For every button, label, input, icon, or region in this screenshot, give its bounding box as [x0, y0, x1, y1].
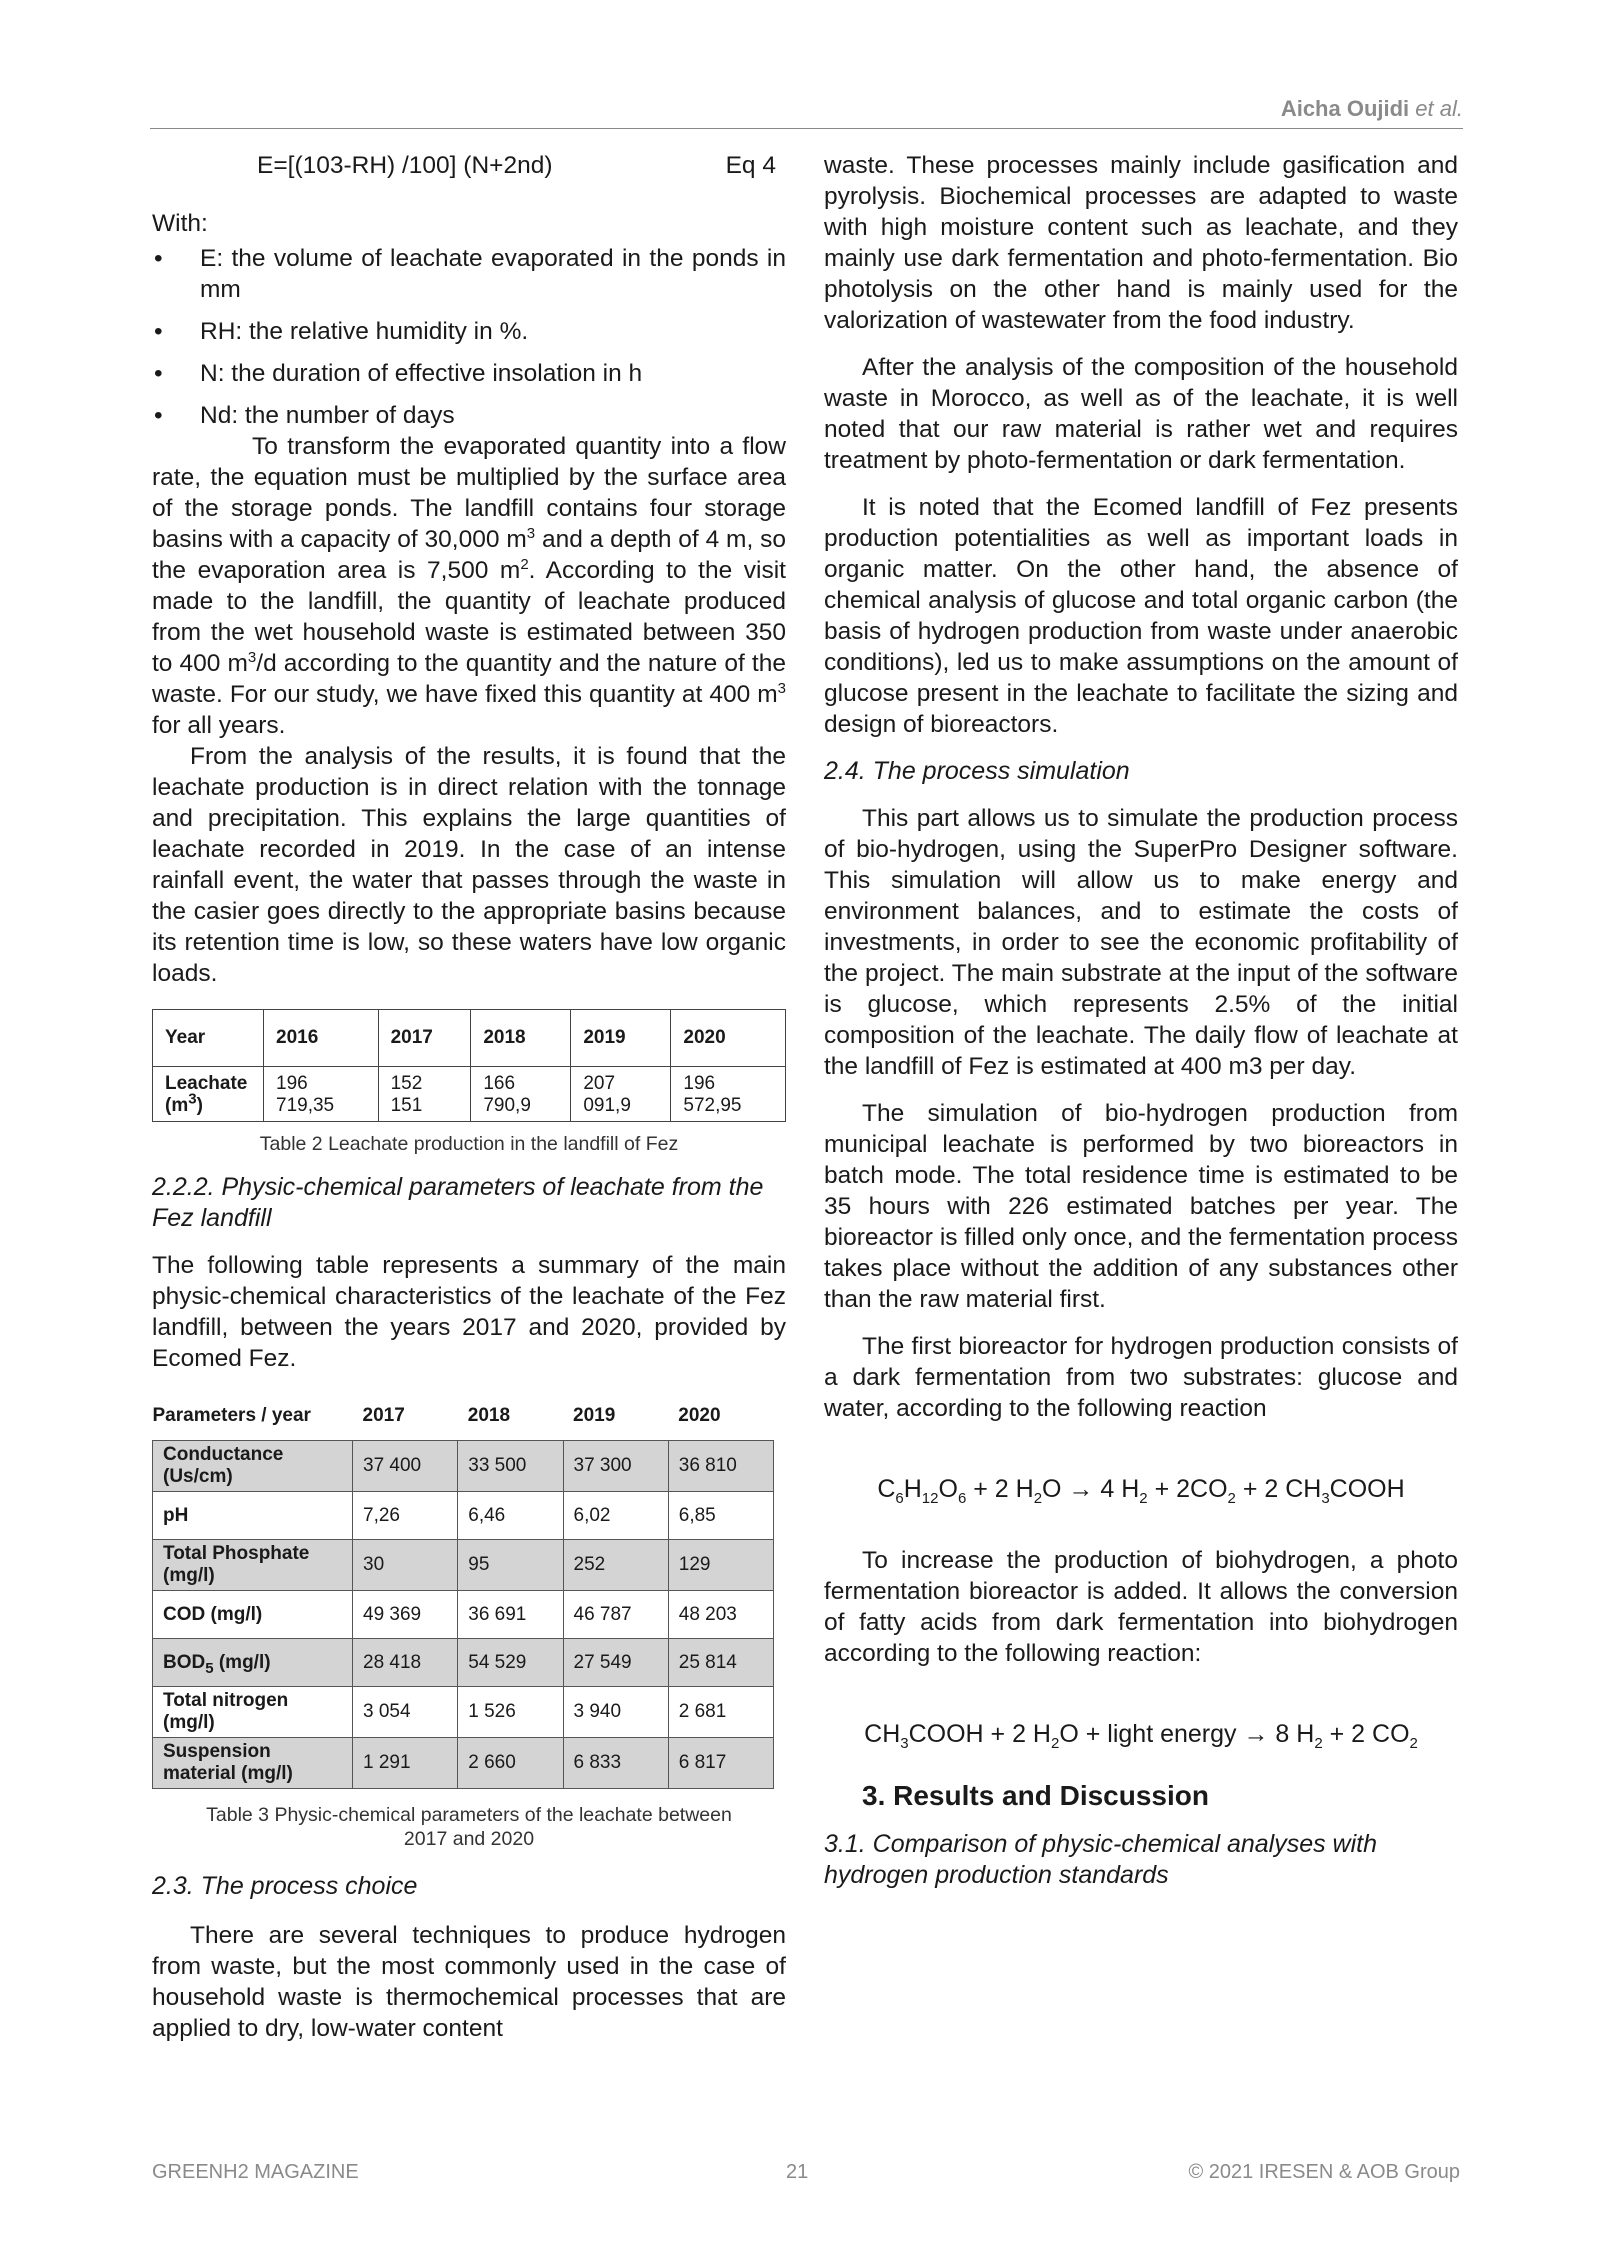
table-row	[153, 1591, 774, 1639]
table-row-label: Total Phosphate (mg/l)	[153, 1540, 353, 1591]
footer-page-number: 21	[786, 2161, 809, 2183]
paragraph-composition: After the analysis of the composition of the household waste in Morocco, as well as of the leachate, it is well noted that our raw material is rather wet and requires treatment by photo-fermentation or dark fermentation.	[824, 354, 1458, 474]
table-header-row	[153, 1010, 786, 1067]
left-column	[152, 150, 786, 2044]
table-cell: 6,02	[563, 1492, 668, 1540]
section-heading-2-4: 2.4. The process simulation	[824, 757, 1130, 785]
table-header-cell: 2019	[573, 1405, 616, 1426]
table-cell: 25 814	[668, 1639, 773, 1687]
table-cell: 1 526	[458, 1687, 563, 1738]
paragraph-photo-fermentation: To increase the production of biohydrogen, a photo fermentation bioreactor is added. It allows the conversion of fatty acids from dark fermentation into biohydrogen according to the following reaction:	[824, 1547, 1458, 1667]
table-row-label: Leachate $(m^3)$	[153, 1067, 264, 1122]
table-header-cell: 2018	[467, 1405, 511, 1426]
table-row	[153, 1540, 774, 1591]
paragraph-dark-fermentation: The first bioreactor for hydrogen production consists of a dark fermentation from two substrates: glucose and water, according to the following reaction	[824, 1333, 1458, 1422]
table-header-cell: 2016	[264, 1010, 379, 1067]
table-cell: 95	[458, 1540, 563, 1591]
table-row	[153, 1067, 786, 1122]
table-header-cell: 2017	[378, 1010, 471, 1067]
table-cell: 2 681	[668, 1687, 773, 1738]
table-cell: 36 691	[458, 1591, 563, 1639]
table-row	[153, 1441, 774, 1492]
table-header-cell: 2019	[571, 1010, 671, 1067]
table-cell: 33 500	[458, 1441, 563, 1492]
table-cell: 6,46	[458, 1492, 563, 1540]
equation-4	[152, 150, 786, 182]
right-column	[824, 150, 1458, 1891]
paragraph-bioreactors: The simulation of bio-hydrogen production from municipal leachate is performed by two bioreactors in batch mode. The total residence time is estimated to be 35 hours with 226 estimated batches per year. The bioreactor is filled only once, and the fermentation process takes place without the addition of any substances other than the raw material first.	[824, 1100, 1458, 1313]
table-cell: 252	[563, 1540, 668, 1591]
table-header-cell: Parameters / year	[152, 1405, 311, 1426]
table-row-label: COD (mg/l)	[153, 1591, 353, 1639]
variable-item: • RH: the relative humidity in %.	[152, 316, 786, 347]
table-cell: 3 054	[353, 1687, 458, 1738]
table-row-label: pH	[153, 1492, 353, 1540]
table-header-cell: Year	[153, 1010, 264, 1067]
section-heading-3-1: 3.1. Comparison of physic-chemical analyses with hydrogen production standards	[824, 1830, 1378, 1889]
table-cell: 27 549	[563, 1639, 668, 1687]
table-cell: 48 203	[668, 1591, 773, 1639]
running-header-author: Aicha Oujidi et al.	[1280, 96, 1463, 121]
section-heading-3: 3. Results and Discussion	[862, 1780, 1209, 1811]
table-header-cell: 2017	[362, 1405, 405, 1426]
table-cell: 196 719,35	[264, 1067, 379, 1122]
table-cell: 129	[668, 1540, 773, 1591]
table-header-cell: 2018	[471, 1010, 571, 1067]
paragraph-analysis: From the analysis of the results, it is found that the leachate production is in direct relation with the tonnage and precipitation. This explains the large quantities of leachate recorded in 2019. In the case of an intense rainfall event, the water that passes through the waste in the casier goes directly to the appropriate basins because its retention time is low, so these waters have low organic loads.	[152, 743, 786, 987]
equation-4-formula: E=[(103-RH) /100] (N+2nd)	[257, 152, 553, 179]
paragraph-ecomed: It is noted that the Ecomed landfill of Fez presents production potentialities as well as important loads in organic matter. On the other hand, the absence of chemical analysis of glucose and total organic carbon (the basis of hydrogen production from waste under anaerobic conditions), led us to make assumptions on the amount of glucose present in the leachate to facilitate the sizing and design of bioreactors.	[824, 494, 1458, 738]
table-header-cell: 2020	[671, 1010, 786, 1067]
footer-magazine: GREENH2 MAGAZINE	[152, 2161, 359, 2183]
table-cell: 7,26	[353, 1492, 458, 1540]
reaction-photo-fermentation: $CH_3COOH + 2$ $H_2O$ + light energy → 8 $H_2 + 2$ $CO_2$	[864, 1720, 1418, 1752]
table-3-caption: Table 3 Physic-chemical parameters of the leachate between 2017 and 2020	[206, 1804, 732, 1850]
table-row	[153, 1492, 774, 1540]
running-header-etal: et al.	[1415, 96, 1463, 121]
paragraph-techniques: There are several techniques to produce hydrogen from waste, but the most commonly used in the case of household waste is thermochemical processes that are applied to dry, low-water content	[152, 1922, 786, 2042]
paragraph-simulation: This part allows us to simulate the production process of bio-hydrogen, using the SuperPro Designer software. This simulation will allow us to make energy and environment balances, and to estimate the costs of investments, in order to see the economic profitability of the project. The main substrate at the input of the software is glucose, which represents 2.5% of the initial composition of the leachate. The daily flow of leachate at the landfill of Fez is estimated at 400 m3 per day.	[824, 805, 1458, 1080]
table-cell: 207 091,9	[571, 1067, 671, 1122]
table-cell: 6 833	[563, 1738, 668, 1789]
table-cell: 49 369	[353, 1591, 458, 1639]
section-heading-2-3: 2.3. The process choice	[152, 1872, 418, 1900]
table-cell: 46 787	[563, 1591, 668, 1639]
table-row	[153, 1687, 774, 1738]
variable-item: • N: the duration of effective insolation in h	[152, 358, 786, 389]
table-row	[153, 1738, 774, 1789]
variable-list	[152, 243, 786, 431]
leachate-production-table	[152, 1009, 786, 1122]
table-2-caption: Table 2 Leachate production in the landfill of Fez	[259, 1133, 679, 1155]
paragraph-processes: waste. These processes mainly include gasification and pyrolysis. Biochemical processes are adapted to waste with high moisture content such as leachate, and they mainly use dark fermentation and photo-fermentation. Bio photolysis on the other hand is mainly used for the valorization of wastewater from the food industry.	[824, 152, 1458, 334]
table-cell: 2 660	[458, 1738, 563, 1789]
variable-item: • E: the volume of leachate evaporated in the ponds in mm	[152, 243, 786, 305]
table-row	[153, 1639, 774, 1687]
table-header-row	[153, 1392, 774, 1441]
table-cell: 28 418	[353, 1639, 458, 1687]
table-header-cell: 2020	[678, 1405, 721, 1426]
paragraph-table-intro: The following table represents a summary of the main physic-chemical characteristics of the leachate of the Fez landfill, between the years 2017 and 2020, provided by Ecomed Fez.	[152, 1252, 786, 1372]
paragraph-flow-rate: To transform the evaporated quantity into a flow rate, the equation must be multiplied by the surface area of the storage ponds. The landfill contains four storage basins with a capacity of 30,000 $m^3$ and a depth of 4 m, so the evaporation area is 7,500 $m^2$. According to the visit made to the landfill, the quantity of leachate produced from the wet household waste is estimated between 350 to 400 $m^3/d$ according to the quantity and the nature of the waste. For our study, we have fixed this quantity at 400 $m^3$ for all years.	[152, 433, 786, 739]
reaction-dark-fermentation: $C_6H_{12}O_6 + 2$ $H_2O \to 4$ $H_2 + 2CO_2 + 2$ $CH_3COOH$	[877, 1475, 1405, 1507]
variable-item: • Nd: the number of days	[152, 400, 786, 431]
section-heading-2-2-2: 2.2.2. Physic-chemical parameters of leachate from the Fez landfill	[152, 1173, 764, 1232]
table-cell: 152 151	[378, 1067, 471, 1122]
header-rule	[150, 128, 1463, 129]
footer-copyright: © 2021 IRESEN & AOB Group	[1188, 2161, 1460, 2183]
table-cell: 6 817	[668, 1738, 773, 1789]
table-row-label: $BOD_5$ (mg/l)	[153, 1639, 353, 1687]
table-cell: 54 529	[458, 1639, 563, 1687]
table-row-label: Suspension material (mg/l)	[153, 1738, 353, 1789]
table-cell: 3 940	[563, 1687, 668, 1738]
table-cell: 36 810	[668, 1441, 773, 1492]
table-cell: 1 291	[353, 1738, 458, 1789]
table-cell: 6,85	[668, 1492, 773, 1540]
table-cell: 37 400	[353, 1441, 458, 1492]
with-label: With:	[152, 210, 208, 237]
table-cell: 30	[353, 1540, 458, 1591]
equation-4-label: Eq 4	[725, 152, 776, 179]
table-cell: 37 300	[563, 1441, 668, 1492]
table-row-label: Total nitrogen (mg/l)	[153, 1687, 353, 1738]
table-cell: 196 572,95	[671, 1067, 786, 1122]
table-row-label: Conductance (Us/cm)	[153, 1441, 353, 1492]
physic-chemical-table	[152, 1392, 774, 1789]
table-cell: 166 790,9	[471, 1067, 571, 1122]
